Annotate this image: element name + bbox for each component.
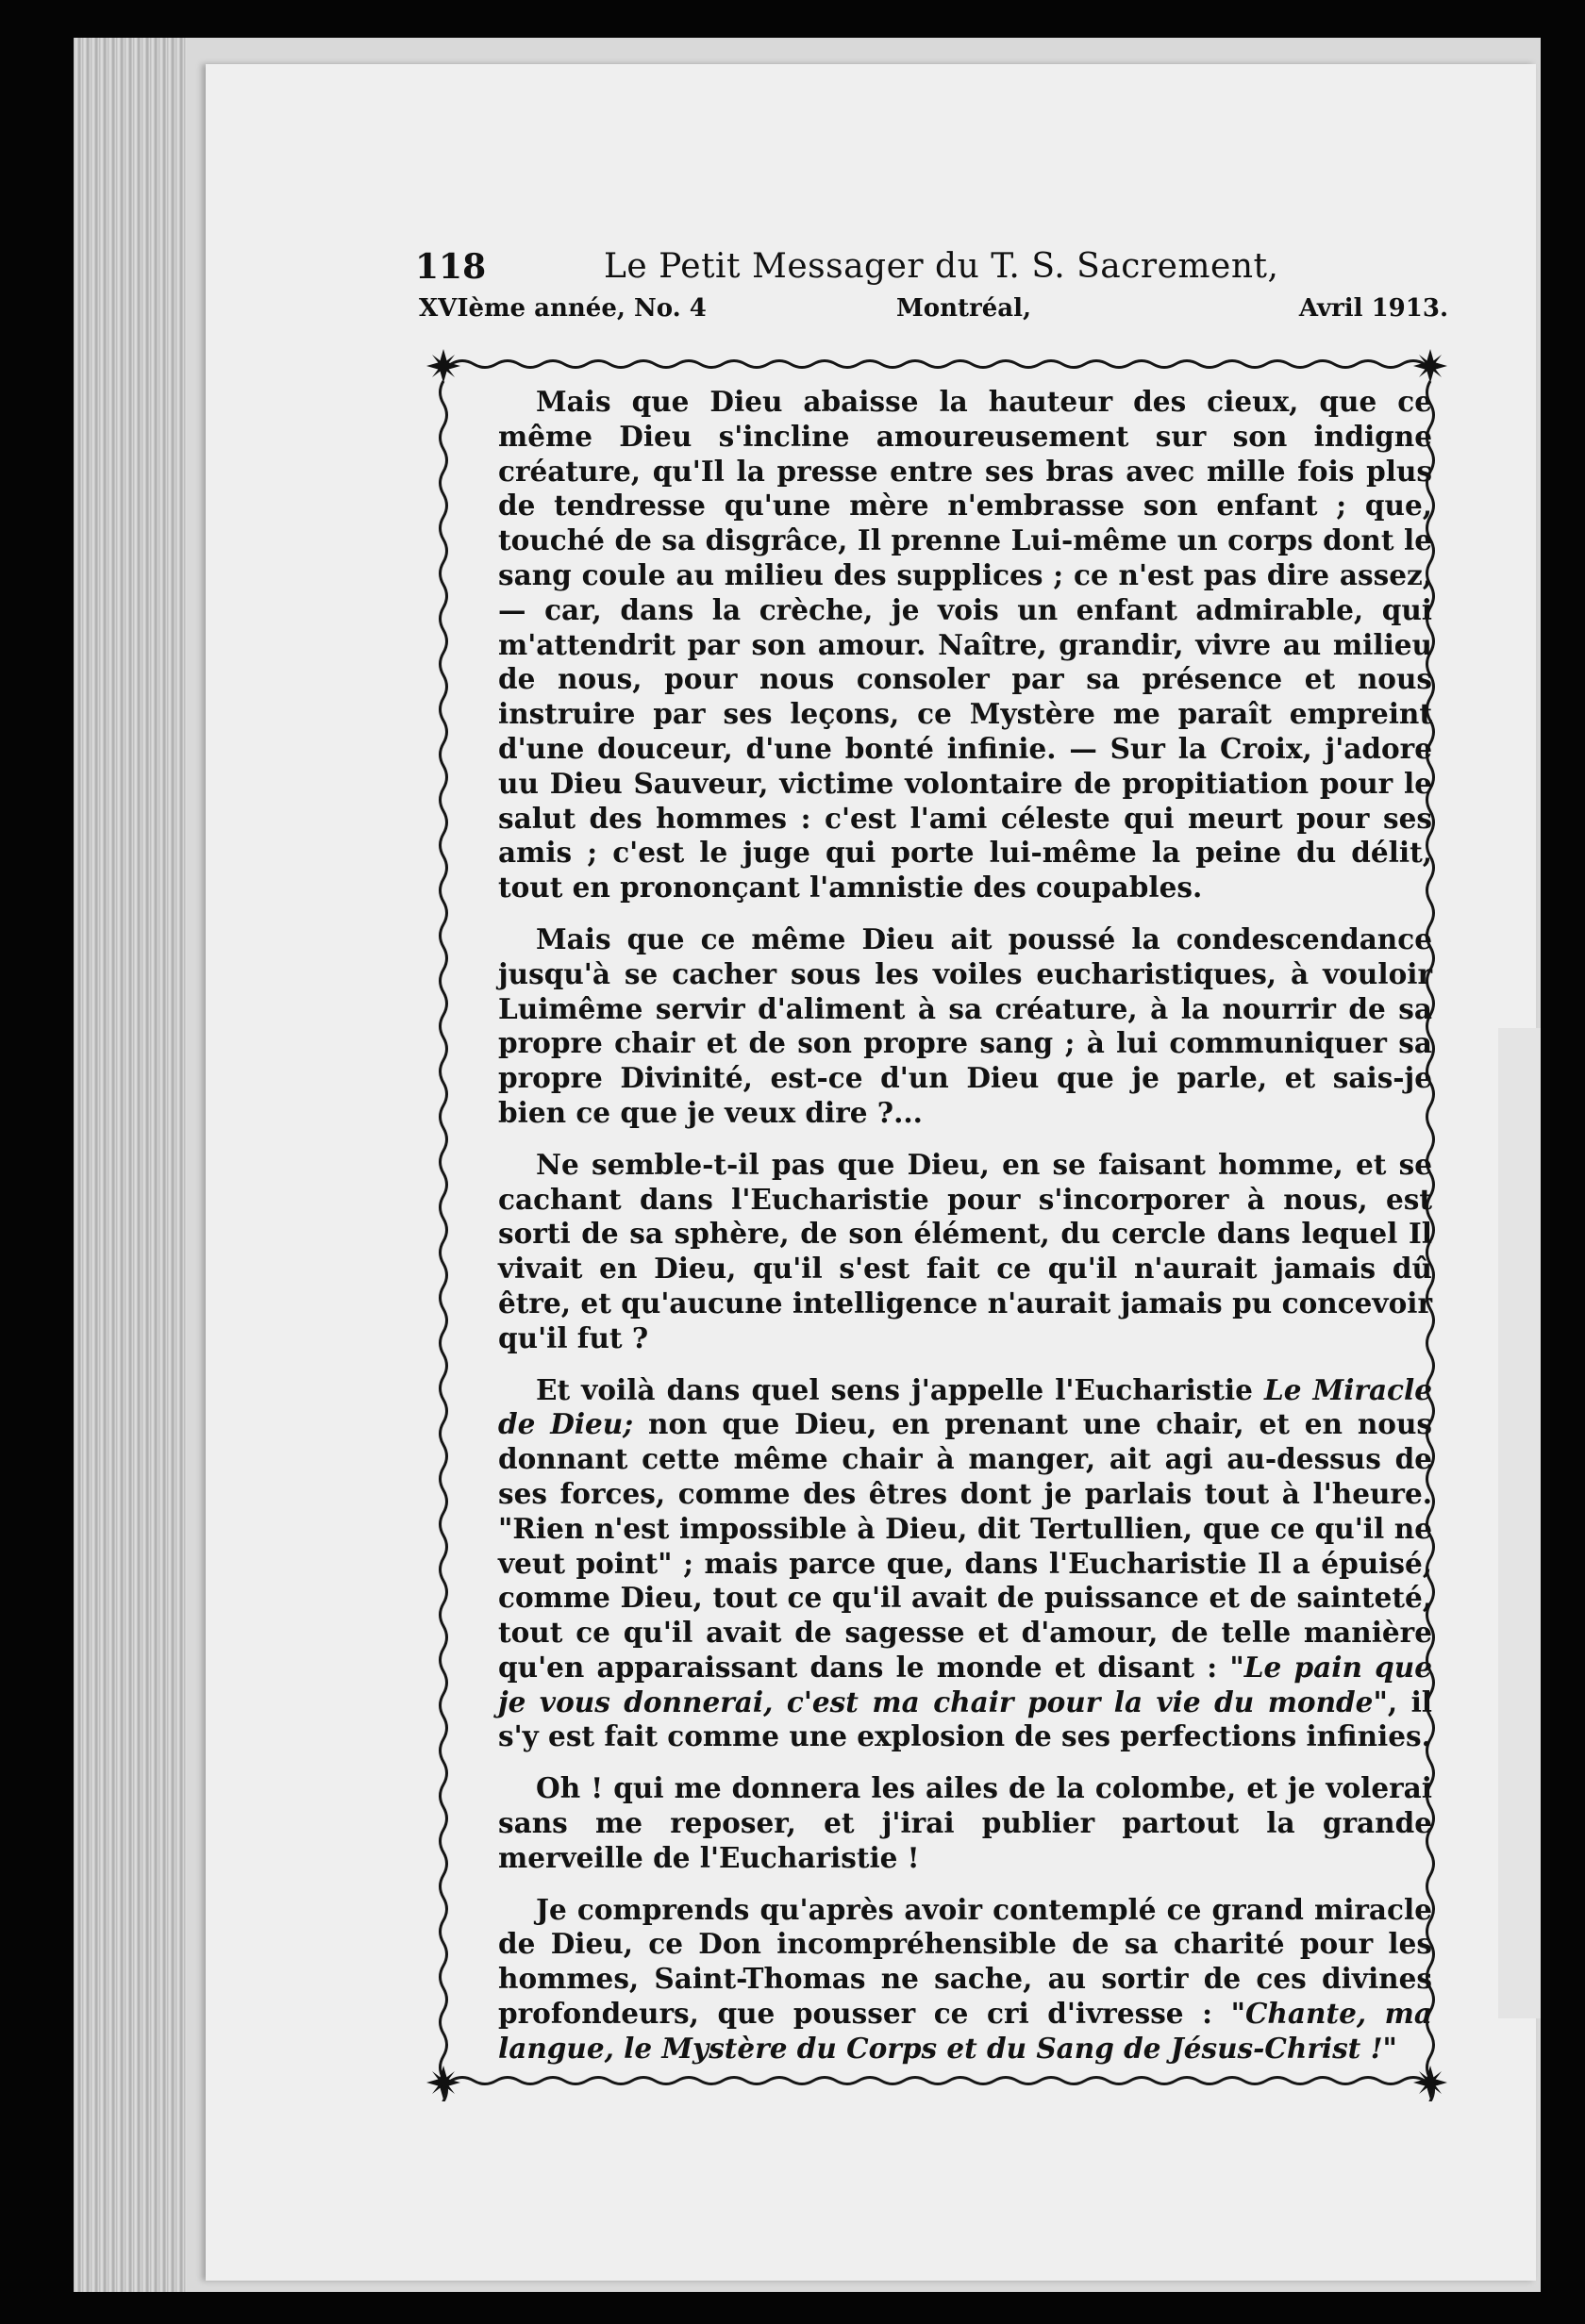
decorative-frame bbox=[423, 347, 1451, 2101]
paragraph: Mais que Dieu abaisse la hauteur des cieux, que ce même Dieu s'incline amoureusement sur son indigne créature, qu'Il la presse entre ses bras avec mille fois plus de tendresse qu'une mère n'embrasse son enfant ; que, touché de sa disgrâce, Il prenne Lui-même un corps dont le sang coule au milieu des supplices ; ce n'est pas dire assez, — car, dans la crèche, je vois un enfant admirable, qui m'attendrit par son amour. Naître, grandir, vivre au milieu de nous, pour nous consoler par sa présence et nous instruire par ses leçons, ce Mystère me paraît empreint d'une douceur, d'une bonté infinie. — Sur la Croix, j'adore uu Dieu Sauveur, victime volontaire de propitiation pour le salut des hommes : c'est l'ami céleste qui meurt pour ses amis ; c'est le juge qui porte lui-même la peine du délit, tout en prononçant l'amnistie des coupables. bbox=[498, 385, 1432, 905]
page-header bbox=[415, 247, 1448, 332]
italic-quote: Chante, ma langue, le Mystère du Corps et du Sang de Jésus-Christ ! bbox=[498, 1997, 1432, 2065]
paragraph-text: Et voilà dans quel sens j'appelle l'Eucharistie bbox=[536, 1372, 1264, 1406]
paragraph bbox=[498, 1373, 1432, 1755]
article-body bbox=[498, 385, 1432, 2083]
paragraph: Mais que ce même Dieu ait poussé la condescendance jusqu'à se cacher sous les voiles eucharistiques, à vouloir Luimême servir d'aliment à sa créature, à la nourrir de sa propre chair et de son propre sang ; à lui communiquer sa propre Divinité, est-ce d'un Dieu que je parle, et sais-je bien ce que je veux dire ?... bbox=[498, 921, 1432, 1129]
publication-date: Avril 1913. bbox=[1298, 294, 1448, 323]
paragraph-text: non que Dieu, en prenant une chair, et en nous donnant cette même chair à manger, ait agi au-dessus de ses forces, comme des êtres dont je parlais tout à l'heure. "Rien n'est impossible à Dieu, dit Tertullien, que ce qu'il ne veut point" ; mais parce que, dans l'Eucharistie Il a épuisé, comme Dieu, tout ce qu'il avait de puissance et de sainteté, tout ce qu'il avait de sagesse et d'amour, de telle manière qu'en apparaissant dans le monde et disant : " bbox=[498, 1407, 1433, 1684]
paragraph: Ne semble-t-il pas que Dieu, en se faisant homme, et se cachant dans l'Eucharistie pour s'incorporer à nous, est sorti de sa sphère, de son élément, du cercle dans lequel Il vivait en Dieu, qu'il s'est fait ce qu'il n'aurait jamais dû être, et qu'aucune intelligence n'aurait jamais pu concevoir qu'il fut ? bbox=[498, 1147, 1432, 1354]
italic-quote: Le pain que je vous donnerai, c'est ma chair pour la vie du monde bbox=[498, 1650, 1433, 1718]
paragraph-text: ", il s'y est fait comme une explosion de ses perfections infinies. bbox=[498, 1685, 1432, 1753]
page-number: 118 bbox=[415, 247, 487, 287]
facing-page-edge bbox=[1498, 1028, 1541, 2018]
journal-title: Le Petit Messager du T. S. Sacrement, bbox=[604, 247, 1279, 286]
paragraph: Oh ! qui me donnera les ailes de la colombe, et je volerai sans me reposer, et j'irai publier partout la grande merveille de l'Eucharistie ! bbox=[498, 1771, 1432, 1874]
paragraph bbox=[498, 1893, 1432, 2067]
paragraph-text: Je comprends qu'après avoir contemplé ce grand miracle de Dieu, ce Don incompréhensible de sa charité pour les hommes, Saint-Thomas ne sache, au sortir de ces divines profondeurs, que pousser ce cri d'ivresse : " bbox=[498, 1892, 1432, 2031]
italic-phrase: Le Miracle de Dieu; bbox=[498, 1372, 1432, 1441]
publication-place: Montréal, bbox=[896, 294, 1032, 323]
paragraph-text: " bbox=[1382, 2031, 1397, 2065]
volume-issue: XVIème année, No. 4 bbox=[419, 294, 707, 323]
